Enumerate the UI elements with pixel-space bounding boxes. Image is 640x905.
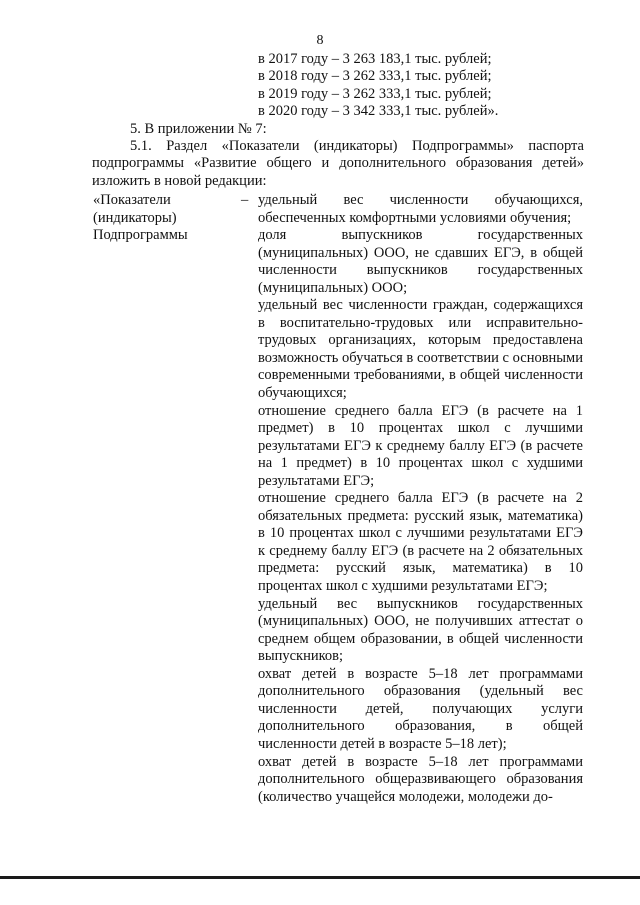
label-dash: – [241,192,249,208]
funding-amount-2017: в 2017 году – 3 263 183,1 тыс. рублей; [258,51,492,67]
passport-label-line: Подпрограммы [93,227,188,243]
item-5-heading: 5. В приложении № 7: [130,121,267,137]
funding-amount-2019: в 2019 году – 3 262 333,1 тыс. рублей; [258,85,492,102]
indicators-list [258,192,583,806]
paragraph-5-1: 5.1. Раздел «Показатели (индикаторы) Подпрограммы» паспорта подпрограммы «Развитие общего и дополнительного образования детей» изложить в новой редакции: [92,138,584,189]
indicator-item: отношение среднего балла ЕГЭ (в расчете на 1 предмет) в 10 процентах школ с лучшими результатами ЕГЭ к среднему баллу ЕГЭ (в расчете на 1 предмет) в 10 процентах школ с худшими результатами ЕГЭ; [258,402,583,489]
indicator-item: удельный вес численности граждан, содержащихся в воспитательно-трудовых или исправительно-трудовых организациях, которым предоставлена возможность обучаться в соответствии с основными современными требованиями, в общей численности обучающихся; [258,297,583,402]
indicator-item: отношение среднего балла ЕГЭ (в расчете на 2 обязательных предмета: русский язык, математика) в 10 процентах школ с лучшими результатами ЕГЭ к среднему баллу ЕГЭ (в расчете на 2 обязательных предмета: русский язык, математика) в 10 процентах школ с худшими результатами ЕГЭ; [258,490,583,595]
passport-label-line: «Показатели [93,192,171,208]
funding-amount-2018: в 2018 году – 3 262 333,1 тыс. рублей; [258,68,492,85]
indicator-item: удельный вес численности обучающихся, обеспеченных комфортными условиями обучения; [258,192,583,226]
funding-amounts-list [258,51,498,120]
page-number: 8 [316,33,324,48]
funding-amount-2020: в 2020 году – 3 342 333,1 тыс. рублей». [258,102,499,119]
indicator-item: удельный вес выпускников государственных (муниципальных) ООО, не получивших аттестат о среднем общем образовании, в общей численности выпускников; [258,595,583,665]
indicator-item: охват детей в возрасте 5–18 лет программами дополнительного образования (удельный вес численности детей, получающих услуги дополнительного образования, в общей численности детей в возрасте 5–18 лет); [258,665,583,752]
indicator-item: доля выпускников государственных (муниципальных) ООО, не сдавших ЕГЭ, в общей численности выпускников государственных (муниципальных) ООО; [258,227,583,296]
indicator-item: охват детей в возрасте 5–18 лет программами дополнительного общеразвивающего образования (количество учащейся молодежи, молодежи до- [258,753,583,805]
passport-section-label [93,192,188,245]
bottom-divider [0,876,640,879]
passport-label-line: (индикаторы) [93,209,177,226]
